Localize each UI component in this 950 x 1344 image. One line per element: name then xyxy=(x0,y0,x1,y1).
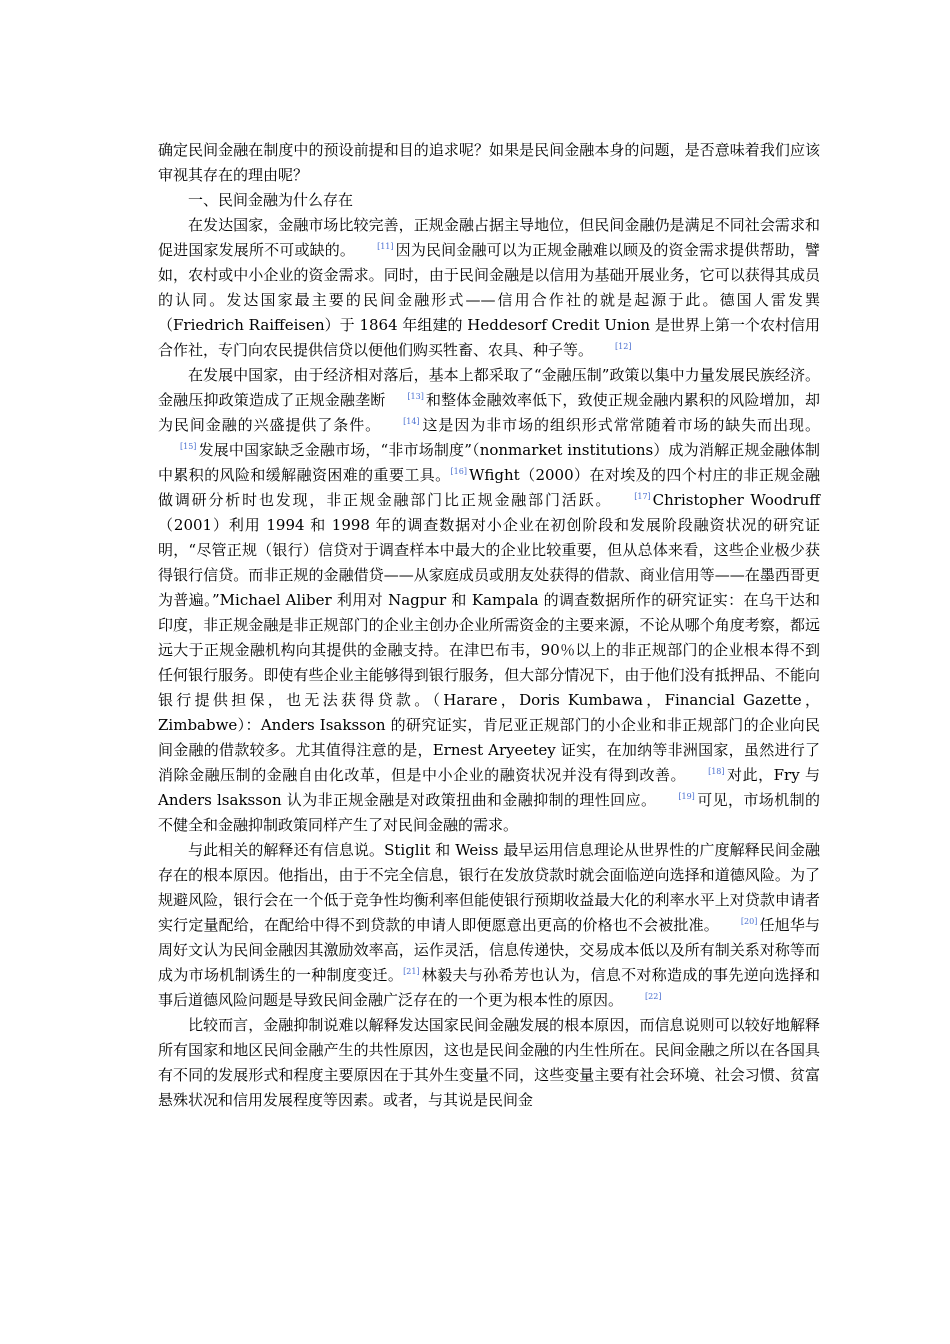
document-page xyxy=(158,138,820,1113)
footnote-ref: [13] xyxy=(407,392,424,401)
paragraph-text: 与此相关的解释还有信息说。Stiglit 和 Weiss 最早运用信息理论从世界性的广度解释民间金融存在的根本原因。他指出，由于不完全信息，银行在发放贷款时就会面临逆向选择和道德风险。为了规避风险，银行会在一个低于竞争性均衡利率但能使银行预期收益最大化的利率水平上对贷款申请者实行定量配给，在配给中得不到贷款的申请人即便愿意出更高的价格也不会被批准。 xyxy=(158,841,820,934)
paragraph-text: 和整体金融效率低下，致使正规金融内累积的风险增加，却为民间金融的兴盛提供了条件。 xyxy=(158,391,820,434)
paragraph-text: 比较而言，金融抑制说难以解释发达国家民间金融发展的根本原因，而信息说则可以较好地解释所有国家和地区民间金融产生的共性原因，这也是民间金融的内生性所在。民间金融之所以在各国具有不同的发展形式和程度主要原因在于其外生变量不同，这些变量主要有社会环境、社会习惯、贫富悬殊状况和信用发展程度等因素。或者，与其说是民间金 xyxy=(158,1016,820,1109)
footnote-ref: [22] xyxy=(645,992,662,1001)
footnote-ref: [19] xyxy=(678,792,695,801)
body-paragraph xyxy=(158,213,820,363)
paragraph-text: Wfight（2000）在对埃及的四个村庄的非正规金融做调研分析时也发现，非正规金融部门比正规金融部门活跃。 xyxy=(158,466,820,509)
footnote-ref: [20] xyxy=(740,917,758,926)
footnote-ref: [17] xyxy=(634,492,651,501)
footnote-ref: [12] xyxy=(615,342,632,351)
footnote-ref: [11] xyxy=(377,242,394,251)
paragraph-text: 林毅夫与孙希芳也认为，信息不对称造成的事先逆向选择和事后道德风险问题是导致民间金融广泛存在的一个更为根本性的原因。 xyxy=(158,966,820,1009)
paragraph-text: 这是因为非市场的组织形式常常随着市场的缺失而出现。 xyxy=(421,416,820,434)
paragraph-text: 在发达国家，金融市场比较完善，正规金融占据主导地位，但民间金融仍是满足不同社会需求和促进国家发展所不可或缺的。 xyxy=(158,216,820,259)
paragraph-text: 任旭华与周好文认为民间金融因其激励效率高，运作灵活，信息传递快，交易成本低以及所有制关系对称等而成为市场机制诱生的一种制度变迁。 xyxy=(158,916,820,984)
footnote-ref: [16] xyxy=(450,467,467,476)
paragraph-text: Christopher Woodruff（2001）利用 1994 和 1998 年的调查数据对小企业在初创阶段和发展阶段融资状况的研究证明，“尽管正规（银行）信贷对于调查样本中最大的企业比较重要，但从总体来看，这些企业极少获得银行信贷。而非正规的金融借贷——从家庭成员或朋友处获得的借款、商业信用等——在墨西哥更为普遍。”Michael Aliber 利用对 Nagpur 和 Kampala 的调查数据所作的研究证实：在乌干达和印度，非正规金融是非正规部门的企业主创办企业所需资金的主要来源，不论从哪个角度考察，都远远大于正规金融机构向其提供的金融支持。在津巴布韦，90％以上的非正规部门的企业根本得不到任何银行服务。即使有些企业主能够得到银行服务，但大部分情况下，由于他们没有抵押品、不能向银行提供担保，也无法获得贷款。（Harare，Doris Kumbawa，Financial Gazette，Zimbabwe）：Anders Isaksson 的研究证实，肯尼亚正规部门的小企业和非正规部门的企业向民间金融的借款较多。尤其值得注意的是，Ernest Aryeetey 证实，在加纳等非洲国家，虽然进行了消除金融压制的金融自由化改革，但是中小企业的融资状况并没有得到改善。 xyxy=(158,491,820,784)
footnote-ref: [21] xyxy=(403,967,420,976)
footnote-ref: [14] xyxy=(403,417,420,426)
paragraph-text: 发展中国家缺乏金融市场，“非市场制度”（nonmarket institutions）成为消解正规金融体制中累积的风险和缓解融资困难的重要工具。 xyxy=(158,441,820,484)
paragraph-text: 可见，市场机制的不健全和金融抑制政策同样产生了对民间金融的需求。 xyxy=(158,791,820,834)
paragraph-text: 一、民间金融为什么存在 xyxy=(188,191,354,209)
body-paragraph xyxy=(158,838,820,1013)
paragraph-text: 在发展中国家，由于经济相对落后，基本上都采取了“金融压制”政策以集中力量发展民族经济。金融压抑政策造成了正规金融垄断 xyxy=(158,366,820,409)
section-heading xyxy=(158,188,820,213)
body-paragraph xyxy=(158,138,820,188)
footnote-ref: [15] xyxy=(180,442,197,451)
paragraph-text: 确定民间金融在制度中的预设前提和目的追求呢？如果是民间金融本身的问题，是否意味着我们应该审视其存在的理由呢？ xyxy=(158,141,820,184)
footnote-ref: [18] xyxy=(708,767,725,776)
paragraph-text: 对此，Fry 与 Anders lsaksson 认为非正规金融是对政策扭曲和金融抑制的理性回应。 xyxy=(158,766,820,809)
body-paragraph xyxy=(158,1013,820,1113)
body-paragraph xyxy=(158,363,820,838)
paragraph-text: 因为民间金融可以为正规金融难以顾及的资金需求提供帮助，譬如，农村或中小企业的资金需求。同时，由于民间金融是以信用为基础开展业务，它可以获得其成员的认同。发达国家最主要的民间金融形式——信用合作社的就是起源于此。德国人雷发巽（Friedrich Raiffeisen）于 1864 年组建的 Heddesorf Credit Union 是世界上第一个农村信用合作社，专门向农民提供信贷以便他们购买牲畜、农具、种子等。 xyxy=(158,241,820,359)
